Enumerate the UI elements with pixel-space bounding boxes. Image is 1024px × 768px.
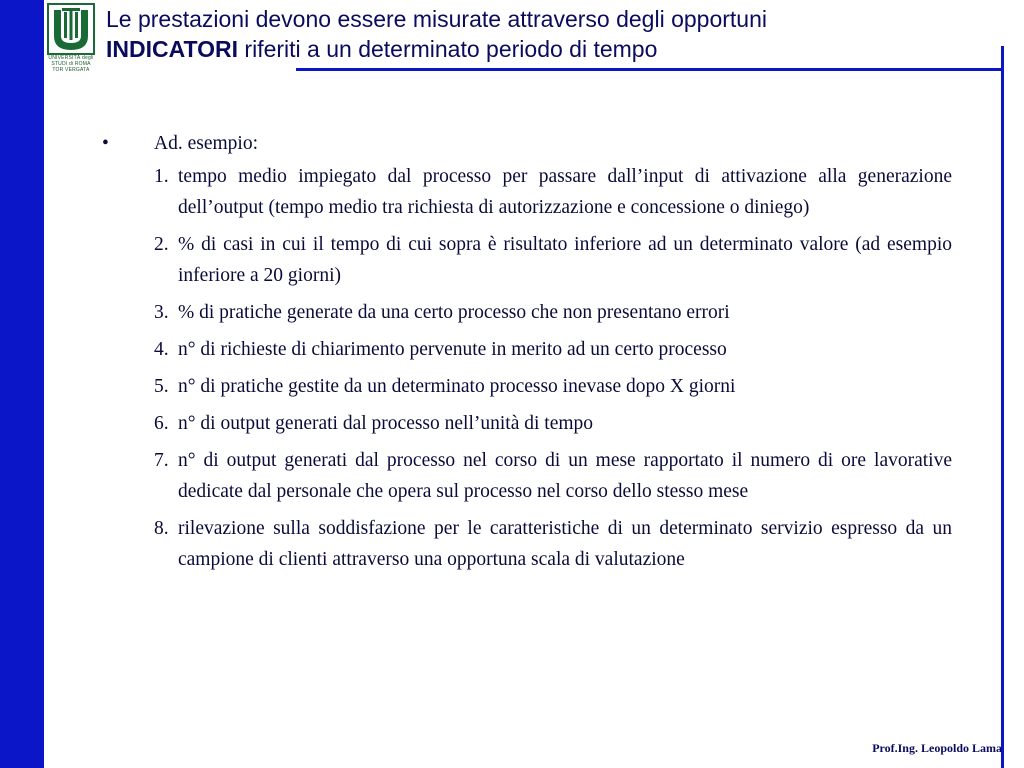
item-text: % di pratiche generate da una certo processo che non presentano errori <box>178 302 730 323</box>
logo-caption-line2: TOR VERGATA <box>52 67 90 73</box>
list-item <box>154 513 952 575</box>
list-item <box>154 297 952 328</box>
list-item <box>154 334 952 365</box>
item-text: n° di output generati dal processo nel corso di un mese rapportato il numero di ore lavorative dedicate dal personale che opera sul processo nel corso dello stesso mese <box>178 450 952 502</box>
list-item <box>154 161 952 223</box>
title-line2-rest: riferiti a un determinato periodo di tempo <box>238 36 658 62</box>
item-number: 3. <box>154 302 169 323</box>
item-number: 8. <box>154 518 169 539</box>
bullet-intro <box>100 128 952 159</box>
title-underline-rule <box>296 68 1004 71</box>
item-text: n° di richieste di chiarimento pervenute in merito ad un certo processo <box>178 339 727 360</box>
item-text: % di casi in cui il tempo di cui sopra è risultato inferiore ad un determinato valore (ad esempio inferiore a 20 giorni) <box>178 234 952 286</box>
intro-text: Ad. esempio: <box>154 133 258 154</box>
footer-author: Prof.Ing. Leopoldo Lama <box>872 741 1002 755</box>
logo-caption <box>44 55 98 73</box>
list-item <box>154 445 952 507</box>
list-item <box>154 229 952 291</box>
item-text: n° di output generati dal processo nell’unità di tempo <box>178 413 594 434</box>
left-accent-bar <box>0 0 44 768</box>
item-text: rilevazione sulla soddisfazione per le caratteristiche di un determinato servizio espresso da un campione di clienti attraverso una opportuna scala di valutazione <box>178 518 952 570</box>
slide-title-line1: Le prestazioni devono essere misurate attraverso degli opportuni <box>106 6 767 32</box>
slide-body <box>100 128 952 581</box>
title-keyword: INDICATORI <box>106 36 239 62</box>
bullet-dot: • <box>102 133 109 154</box>
item-number: 2. <box>154 234 169 255</box>
item-text: n° di pratiche gestite da un determinato processo inevase dopo X giorni <box>178 376 736 397</box>
item-text: tempo medio impiegato dal processo per passare dall’input di attivazione alla generazione dell’output (tempo medio tra richiesta di autorizzazione e concessione o diniego) <box>178 166 952 218</box>
logo-caption-line1: UNIVERSITÀ degli STUDI di ROMA <box>48 55 94 67</box>
item-number: 6. <box>154 413 169 434</box>
item-number: 1. <box>154 166 169 187</box>
item-number: 5. <box>154 376 169 397</box>
item-number: 7. <box>154 450 169 471</box>
slide-title-line2 <box>106 34 986 64</box>
list-item <box>154 408 952 439</box>
indicator-list <box>100 161 952 575</box>
right-vertical-rule <box>1001 46 1004 768</box>
list-item <box>154 371 952 402</box>
item-number: 4. <box>154 339 169 360</box>
slide-title <box>106 4 986 64</box>
